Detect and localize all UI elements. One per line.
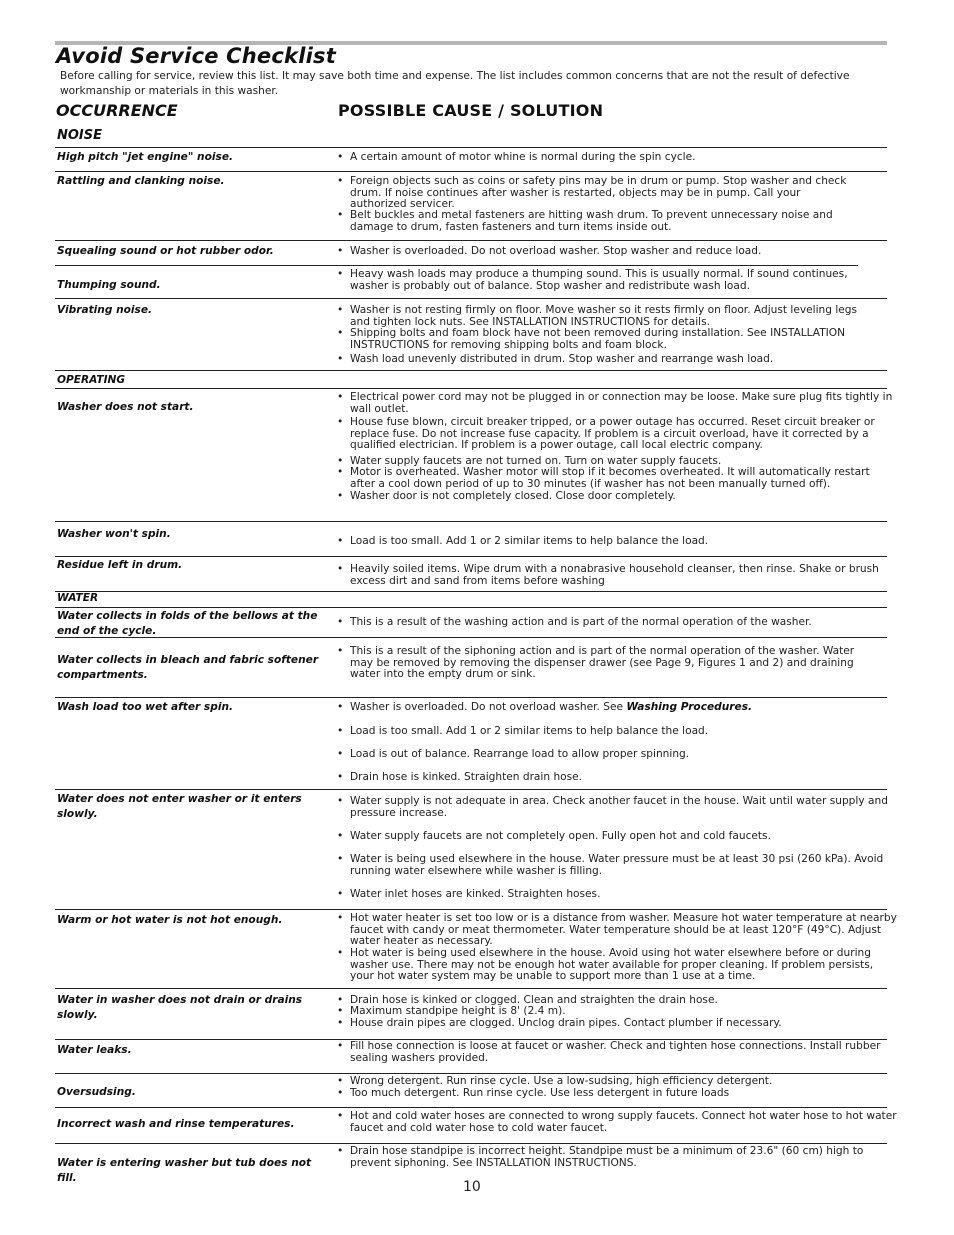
bullet-icon: • xyxy=(337,771,344,783)
bullet-icon: • xyxy=(337,645,344,657)
row-divider xyxy=(55,521,887,522)
solution-bullet xyxy=(337,417,897,452)
solution-text: A certain amount of motor whine is normal during the spin cycle. xyxy=(350,151,696,163)
solution-bullet xyxy=(337,726,877,738)
solution-emphasis: Washing Procedures. xyxy=(626,701,753,713)
solution-bullet xyxy=(337,831,897,843)
row-divider xyxy=(55,1107,887,1108)
row-divider xyxy=(55,789,887,790)
occurrence-label: Water leaks. xyxy=(57,1044,132,1056)
solution-bullet xyxy=(337,491,897,503)
row-divider xyxy=(55,171,887,172)
solution-text: Washer is overloaded. Do not overload washer. Stop washer and reduce load. xyxy=(350,245,762,257)
bullet-icon: • xyxy=(337,245,344,257)
solution-text: Load is too small. Add 1 or 2 similar items to help balance the load. xyxy=(350,535,709,547)
solution-text: Heavy wash loads may produce a thumping sound. This is usually normal. If sound continues, washer is probably out of balance. Stop washer and redistribute wash load. xyxy=(350,268,848,292)
bullet-icon: • xyxy=(337,853,344,865)
occurrence-label: Squealing sound or hot rubber odor. xyxy=(57,245,274,257)
page-title: Avoid Service Checklist xyxy=(56,44,336,68)
cause-header: POSSIBLE CAUSE / SOLUTION xyxy=(338,101,604,120)
bullet-icon: • xyxy=(337,947,344,959)
solution-bullet xyxy=(337,467,897,490)
solution-text: Heavily soiled items. Wipe drum with a nonabrasive household cleanser, then rinse. Shake or brush excess dirt and sand from items before washing xyxy=(350,563,879,587)
occurrence-header: OCCURRENCE xyxy=(56,101,178,120)
row-divider xyxy=(55,240,887,241)
bullet-icon: • xyxy=(337,391,344,403)
row-divider xyxy=(55,697,887,698)
bullet-icon: • xyxy=(337,701,344,713)
bullet-icon: • xyxy=(337,209,344,221)
section-water: WATER xyxy=(57,592,99,604)
row-divider xyxy=(55,147,887,148)
solution-bullet xyxy=(337,749,877,761)
solution-text: Load is out of balance. Rearrange load to allow proper spinning. xyxy=(350,748,690,760)
bullet-icon: • xyxy=(337,490,344,502)
solution-text: Maximum standpipe height is 8' (2.4 m). xyxy=(350,1005,566,1017)
solution-bullet xyxy=(337,772,877,784)
row-divider xyxy=(55,909,887,910)
occurrence-label: Washer does not start. xyxy=(57,401,194,413)
solution-text: Hot and cold water hoses are connected to wrong supply faucets. Connect hot water hose to hot water faucet and cold water hose to cold water faucet. xyxy=(350,1110,897,1134)
row-divider xyxy=(55,265,858,266)
solution-text: Load is too small. Add 1 or 2 similar items to help balance the load. xyxy=(350,725,709,737)
solution-bullet xyxy=(337,702,877,714)
bullet-icon: • xyxy=(337,1017,344,1029)
bullet-icon: • xyxy=(337,268,344,280)
bullet-icon: • xyxy=(337,725,344,737)
row-divider xyxy=(55,607,887,608)
row-divider xyxy=(55,556,887,557)
occurrence-label: Warm or hot water is not hot enough. xyxy=(57,914,283,926)
solution-text: Shipping bolts and foam block have not been removed during installation. See INSTALLATION INSTRUCTIONS for removing shipping bolts and foam block. xyxy=(350,327,846,351)
solution-text: Water inlet hoses are kinked. Straighten hoses. xyxy=(350,888,601,900)
solution-text: Hot water heater is set too low or is a distance from washer. Measure hot water temperature at nearby faucet with candy or meat thermometer. Water temperature should be at least 120°F (49°C). Adjust water heater as necessary. xyxy=(350,912,897,948)
solution-text: Washer is not resting firmly on floor. Move washer so it rests firmly on floor. Adjust leveling legs and tighten lock nuts. See INSTALLATION INSTRUCTIONS for details. xyxy=(350,304,858,328)
solution-bullet xyxy=(337,796,897,819)
bullet-icon: • xyxy=(337,535,344,547)
solution-text: Washer is overloaded. Do not overload washer. See Washing Procedures. xyxy=(350,701,753,713)
solution-bullet xyxy=(337,889,897,901)
occurrence-label: Vibrating noise. xyxy=(57,304,153,316)
solution-text: House fuse blown, circuit breaker tripped, or a power outage has occurred. Reset circuit breaker or replace fuse. Do not increase fuse capacity. If problem is a circuit overload, have it corrected by a qualified electrician. If problem is a power outage, call local electric company. xyxy=(350,416,875,452)
occurrence-label: Incorrect wash and rinse temperatures. xyxy=(57,1118,295,1130)
occurrence-label: Water in washer does not drain or drains slowly. xyxy=(57,994,303,1021)
row-divider xyxy=(55,388,887,389)
solution-text: Belt buckles and metal fasteners are hitting wash drum. To prevent unnecessary noise and damage to drum, fasten fasteners and turn items inside out. xyxy=(350,209,833,233)
solution-bullet xyxy=(337,948,897,983)
bullet-icon: • xyxy=(337,795,344,807)
solution-bullet xyxy=(337,328,877,351)
bullet-icon: • xyxy=(337,1005,344,1017)
solution-bullet xyxy=(337,354,877,366)
solution-text: Drain hose standpipe is incorrect height. Standpipe must be a minimum of 23.6" (60 cm) high to prevent siphoning. See INSTALLATION INSTRUCTIONS. xyxy=(350,1145,864,1169)
bullet-icon: • xyxy=(337,1110,344,1122)
solution-text: Water supply faucets are not turned on. Turn on water supply faucets. xyxy=(350,455,722,467)
solution-text: Hot water is being used elsewhere in the house. Avoid using hot water elsewhere before or during washer use. There may not be enough hot water available for proper cleaning. If problem persists, your hot water system may be unable to support more than 1 use at a time. xyxy=(350,947,874,983)
solution-bullet xyxy=(337,913,897,948)
occurrence-label: Water does not enter washer or it enters slowly. xyxy=(57,793,302,820)
intro-text: Before calling for service, review this list. It may save both time and expense. The list includes common concerns that are not the result of defective workmanship or materials in this washer. xyxy=(60,70,850,97)
bullet-icon: • xyxy=(337,1040,344,1052)
bullet-icon: • xyxy=(337,563,344,575)
bullet-icon: • xyxy=(337,304,344,316)
bullet-icon: • xyxy=(337,994,344,1006)
solution-bullet xyxy=(337,536,877,548)
solution-text: Washer door is not completely closed. Close door completely. xyxy=(350,490,676,502)
bullet-icon: • xyxy=(337,1087,344,1099)
solution-text: Drain hose is kinked or clogged. Clean and straighten the drain hose. xyxy=(350,994,718,1006)
bullet-icon: • xyxy=(337,175,344,187)
occurrence-label: Wash load too wet after spin. xyxy=(57,701,234,713)
bullet-icon: • xyxy=(337,912,344,924)
solution-text: Electrical power cord may not be plugged in or connection may be loose. Make sure plug fits tightly in wall outlet. xyxy=(350,391,893,415)
row-divider xyxy=(55,1073,887,1074)
section-noise: NOISE xyxy=(57,128,103,143)
solution-text: Wash load unevenly distributed in drum. Stop washer and rearrange wash load. xyxy=(350,353,774,365)
solution-bullet xyxy=(337,176,857,211)
solution-bullet xyxy=(337,1088,877,1100)
bullet-icon: • xyxy=(337,616,344,628)
solution-bullet xyxy=(337,152,877,164)
bullet-icon: • xyxy=(337,416,344,428)
solution-bullet xyxy=(337,646,877,681)
solution-bullet xyxy=(337,617,877,629)
solution-bullet xyxy=(337,246,877,258)
occurrence-label: Residue left in drum. xyxy=(57,559,183,571)
bullet-icon: • xyxy=(337,151,344,163)
solution-bullet xyxy=(337,305,877,328)
solution-text: Water supply is not adequate in area. Check another faucet in the house. Wait until water supply and pressure increase. xyxy=(350,795,888,819)
bullet-icon: • xyxy=(337,353,344,365)
bullet-icon: • xyxy=(337,888,344,900)
solution-text: Foreign objects such as coins or safety pins may be in drum or pump. Stop washer and check drum. If noise continues after washer is restarted, objects may be in pump. Call your authorized servicer. xyxy=(350,175,847,211)
solution-bullet xyxy=(337,1041,897,1064)
solution-text: Too much detergent. Run rinse cycle. Use less detergent in future loads xyxy=(350,1087,730,1099)
solution-bullet xyxy=(337,564,897,587)
occurrence-label: High pitch "jet engine" noise. xyxy=(57,151,234,163)
row-divider xyxy=(55,988,887,989)
bullet-icon: • xyxy=(337,466,344,478)
row-divider xyxy=(55,1143,887,1144)
section-operating: OPERATING xyxy=(57,374,126,386)
solution-text: Water supply faucets are not completely open. Fully open hot and cold faucets. xyxy=(350,830,771,842)
occurrence-label: Oversudsing. xyxy=(57,1086,136,1098)
solution-bullet xyxy=(337,854,897,877)
occurrence-label: Rattling and clanking noise. xyxy=(57,175,225,187)
solution-text: Wrong detergent. Run rinse cycle. Use a low-sudsing, high efficiency detergent. xyxy=(350,1075,773,1087)
solution-text: This is a result of the siphoning action and is part of the normal operation of the washer. Water may be removed by removing the dispenser drawer (see Page 9, Figures 1 and 2) and draining water into the empty drum or sink. xyxy=(350,645,855,681)
solution-bullet xyxy=(337,269,857,292)
row-divider xyxy=(55,298,887,299)
bullet-icon: • xyxy=(337,1145,344,1157)
solution-bullet xyxy=(337,1006,877,1018)
solution-text: Fill hose connection is loose at faucet or washer. Check and tighten hose connections. Install rubber sealing washers provided. xyxy=(350,1040,881,1064)
solution-text: House drain pipes are clogged. Unclog drain pipes. Contact plumber if necessary. xyxy=(350,1017,782,1029)
bullet-icon: • xyxy=(337,1075,344,1087)
solution-bullet xyxy=(337,1146,877,1169)
occurrence-label: Water collects in bleach and fabric softener compartments. xyxy=(57,654,319,681)
solution-bullet xyxy=(337,392,897,415)
bullet-icon: • xyxy=(337,830,344,842)
occurrence-label: Washer won't spin. xyxy=(57,528,171,540)
row-divider xyxy=(55,370,887,371)
solution-bullet xyxy=(337,210,857,233)
bullet-icon: • xyxy=(337,455,344,467)
solution-text: This is a result of the washing action and is part of the normal operation of the washer. xyxy=(350,616,812,628)
bullet-icon: • xyxy=(337,327,344,339)
bullet-icon: • xyxy=(337,748,344,760)
occurrence-label: Thumping sound. xyxy=(57,279,161,291)
solution-text: Drain hose is kinked. Straighten drain hose. xyxy=(350,771,583,783)
solution-bullet xyxy=(337,1111,897,1134)
solution-bullet xyxy=(337,1076,877,1088)
solution-text: Motor is overheated. Washer motor will stop if it becomes overheated. It will automatically restart after a cool down period of up to 30 minutes (if washer has not been manually turned off). xyxy=(350,466,870,490)
row-divider xyxy=(55,591,887,592)
solution-bullet xyxy=(337,1018,877,1030)
occurrence-label: Water is entering washer but tub does not fill. xyxy=(57,1157,312,1184)
page-number: 10 xyxy=(463,1179,481,1195)
occurrence-label: Water collects in folds of the bellows at the end of the cycle. xyxy=(57,610,318,637)
solution-text: Water is being used elsewhere in the house. Water pressure must be at least 30 psi (260 kPa). Avoid running water elsewhere while washer is filling. xyxy=(350,853,884,877)
